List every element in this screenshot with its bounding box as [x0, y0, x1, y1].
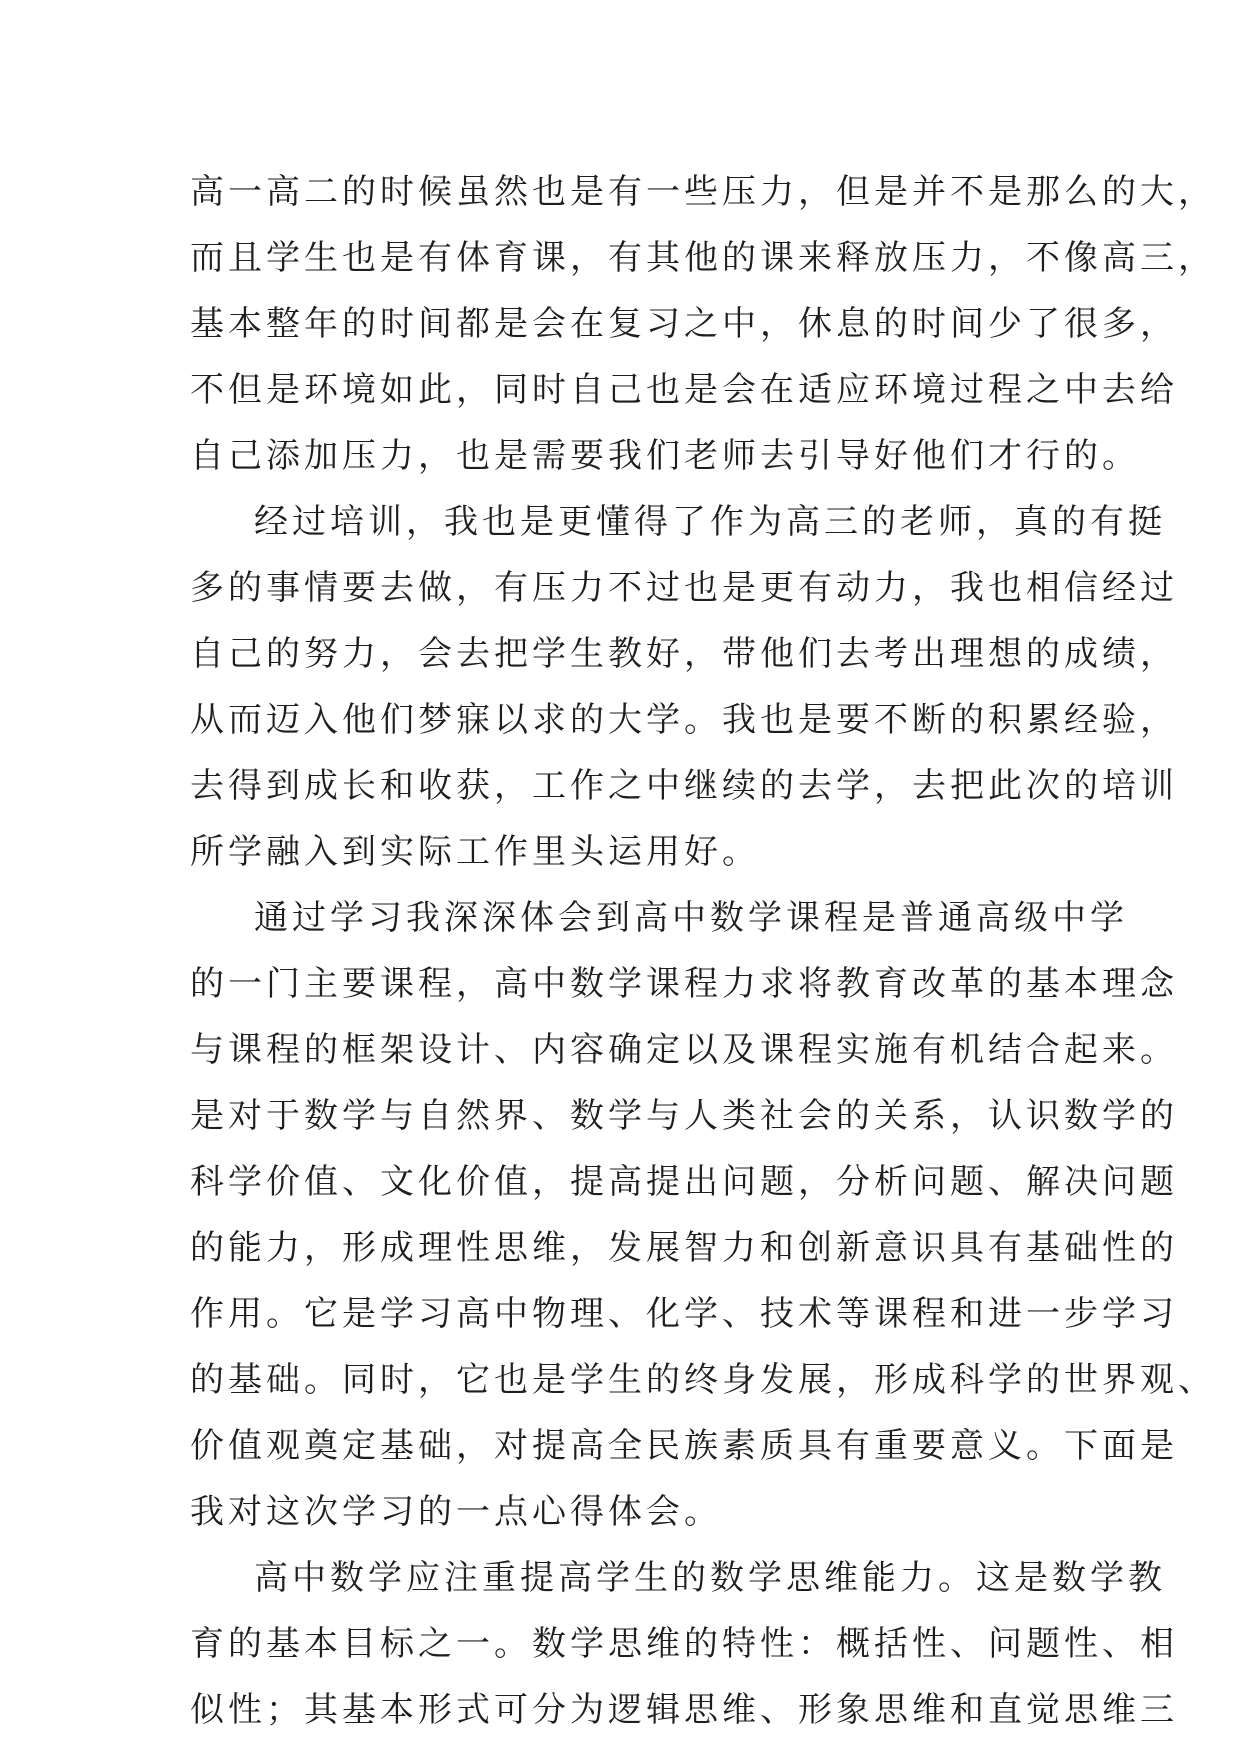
paragraph	[190, 885, 1216, 1545]
document-body	[190, 159, 1216, 1743]
text-line: 经过培训，我也是更懂得了作为高三的老师，真的有挺	[254, 502, 1166, 542]
text-line: 从而迈入他们梦寐以求的大学。我也是要不断的积累经验，	[190, 700, 1178, 740]
text-line: 去得到成长和收获，工作之中继续的去学，去把此次的培训	[190, 766, 1178, 806]
text-line: 我对这次学习的一点心得体会。	[190, 1492, 722, 1532]
text-line: 基本整年的时间都是会在复习之中，休息的时间少了很多，	[190, 304, 1178, 344]
text-line: 不但是环境如此，同时自己也是会在适应环境过程之中去给	[190, 370, 1178, 410]
text-line: 所学融入到实际工作里头运用好。	[190, 832, 760, 872]
text-line: 价值观奠定基础，对提高全民族素质具有重要意义。下面是	[190, 1426, 1178, 1466]
text-line: 高一高二的时候虽然也是有一些压力，但是并不是那么的大，	[190, 172, 1216, 212]
text-line: 与课程的框架设计、内容确定以及课程实施有机结合起来。	[190, 1030, 1178, 1070]
text-line: 的一门主要课程，高中数学课程力求将教育改革的基本理念	[190, 964, 1178, 1004]
text-line: 科学价值、文化价值，提高提出问题，分析问题、解决问题	[190, 1162, 1178, 1202]
text-line: 作用。它是学习高中物理、化学、技术等课程和进一步学习	[190, 1294, 1178, 1334]
paragraph	[190, 159, 1216, 489]
paragraph	[190, 489, 1178, 885]
text-line: 的基础。同时，它也是学生的终身发展，形成科学的世界观、	[190, 1360, 1216, 1400]
text-line: 而且学生也是有体育课，有其他的课来释放压力，不像高三，	[190, 238, 1216, 278]
text-line: 似性；其基本形式可分为逻辑思维、形象思维和直觉思维三	[190, 1690, 1178, 1730]
text-line: 是对于数学与自然界、数学与人类社会的关系，认识数学的	[190, 1096, 1178, 1136]
text-line: 的能力，形成理性思维，发展智力和创新意识具有基础性的	[190, 1228, 1178, 1268]
text-line: 多的事情要去做，有压力不过也是更有动力，我也相信经过	[190, 568, 1178, 608]
text-line: 高中数学应注重提高学生的数学思维能力。这是数学教	[254, 1558, 1166, 1598]
paragraph	[190, 1545, 1178, 1743]
text-line: 育的基本目标之一。数学思维的特性：概括性、问题性、相	[190, 1624, 1178, 1664]
text-line: 自己添加压力，也是需要我们老师去引导好他们才行的。	[190, 436, 1140, 476]
text-line: 通过学习我深深体会到高中数学课程是普通高级中学	[254, 898, 1128, 938]
text-line: 自己的努力，会去把学生教好，带他们去考出理想的成绩，	[190, 634, 1178, 674]
